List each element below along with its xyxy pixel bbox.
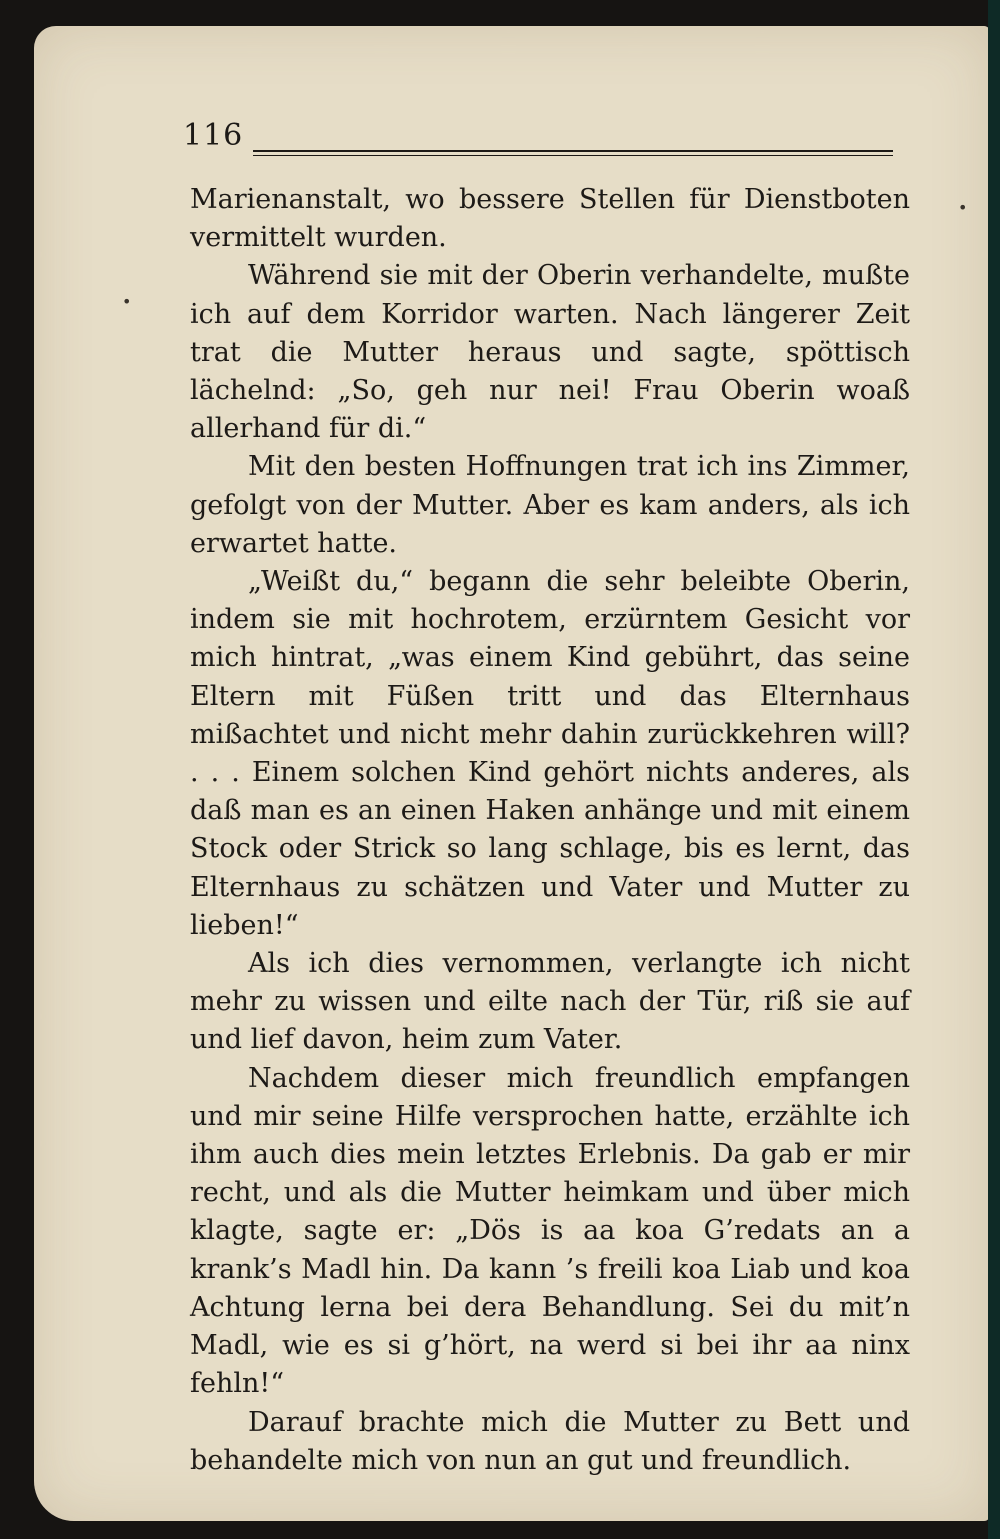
paragraph: Darauf brachte mich die Mutter zu Bett und behandelte mich von nun an gut und freundlich. xyxy=(190,1406,910,1476)
paragraph: Als ich dies vernommen, verlangte ich nicht mehr zu wissen und eilte nach der Tür, riß sie auf und lief davon, heim zum Vater. xyxy=(190,948,910,1056)
paragraph: Mit den besten Hoffnungen trat ich ins Zimmer, gefolgt von der Mutter. Aber es kam anders, als ich erwartet hatte. xyxy=(190,451,910,559)
paragraph: Marienanstalt, wo bessere Stellen für Dienstboten vermittelt wurden. xyxy=(190,184,910,254)
paragraph: Nachdem dieser mich freundlich empfangen und mir seine Hilfe versprochen hatte, erzählte ich ihm auch dies mein letztes Erlebnis. Da gab er mir recht, und als die Mutter heimkam und über mich klagte, sagte er: „Dös is aa koa G’redats an a krank’s Madl hin. Da kann ’s freili koa Liab und koa Achtung lerna bei dera Behandlung. Sei du mit’n Madl, wie es si g’hört, na werd si bei ihr aa ninx fehln!“ xyxy=(190,1062,910,1400)
body-text xyxy=(190,181,910,1480)
book-cover-edge xyxy=(988,0,1000,1539)
header-rule-thin xyxy=(253,155,893,156)
paper-speck: • xyxy=(122,292,132,311)
paragraph: Während sie mit der Oberin verhandelte, mußte ich auf dem Korridor warten. Nach längerer Zeit trat die Mutter heraus und sagte, spöttisch lächelnd: „So, geh nur nei! Frau Oberin woaß allerhand für di.“ xyxy=(190,260,910,445)
paragraph: „Weißt du,“ begann die sehr beleibte Oberin, indem sie mit hochrotem, erzürntem Gesicht vor mich hintrat, „was einem Kind gebührt, das seine Eltern mit Füßen tritt und das Elternhaus mißachtet und nicht mehr dahin zurückkehren will? . . . Einem solchen Kind gehört nichts anderes, als daß man es an einen Haken anhänge und mit einem Stock oder Strick so lang schlage, bis es lernt, das Elternhaus zu schätzen und Vater und Mutter zu lieben!“ xyxy=(190,566,910,941)
page-number: 116 xyxy=(183,118,244,153)
page-header xyxy=(183,118,893,160)
paper-speck: • xyxy=(958,198,968,217)
header-rule xyxy=(253,150,893,152)
